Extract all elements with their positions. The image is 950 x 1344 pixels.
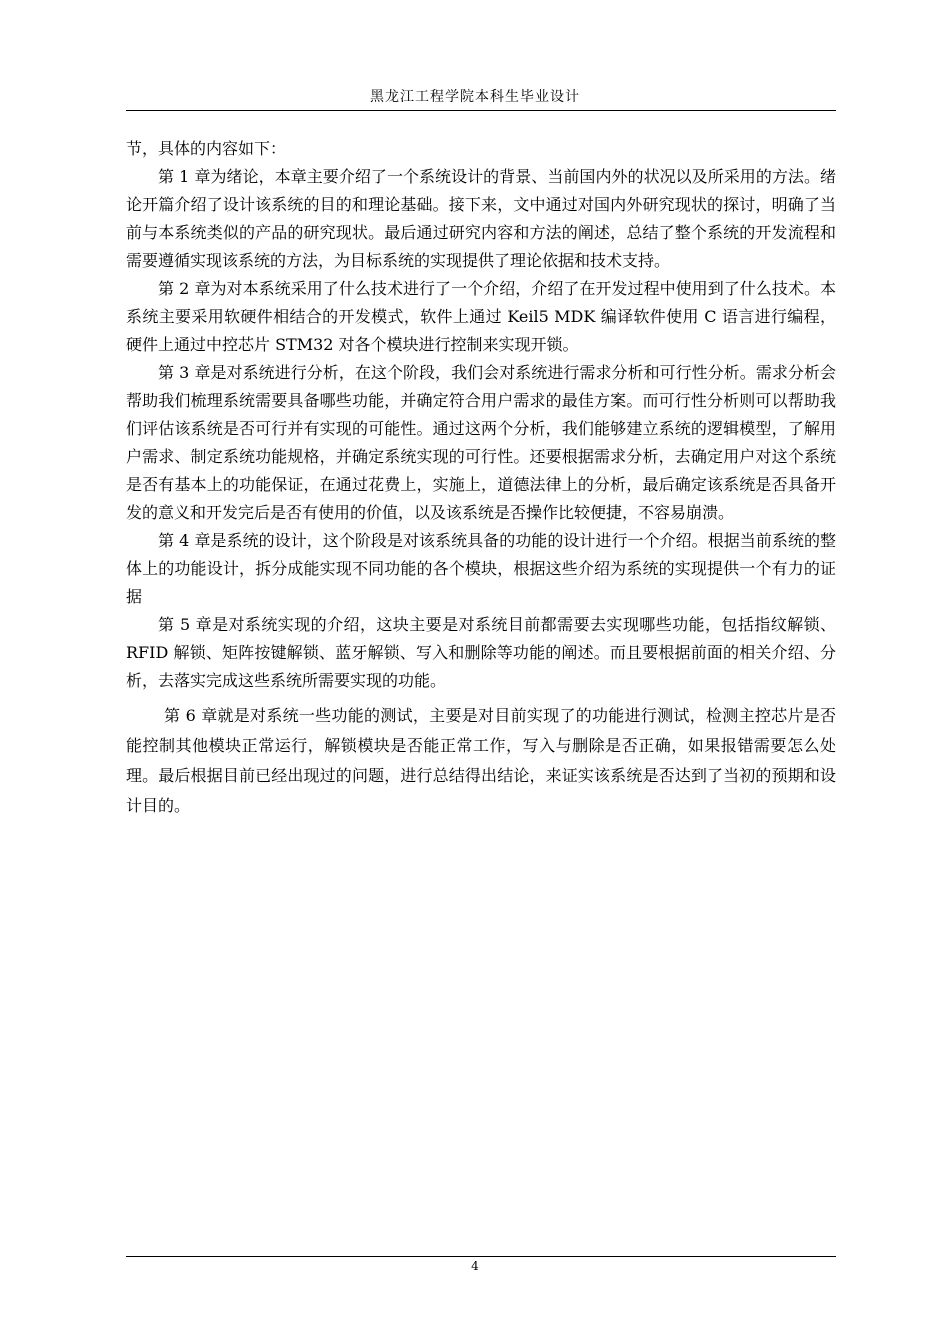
page-number: 4 [471,1259,479,1273]
paragraph-continuation: 节，具体的内容如下： [126,139,287,158]
paragraph-chapter-1: 第 1 章为绪论，本章主要介绍了一个系统设计的背景、当前国内外的状况以及所采用的方法。绪论开篇介绍了设计该系统的目的和理论基础。接下来，文中通过对国内外研究现状的探讨，明确了当前与本系统类似的产品的研究现状。最后通过研究内容和方法的阐述，总结了整个系统的开发流程和需要遵循实现该系统的方法，为目标系统的实现提供了理论依据和技术支持。 [126,167,836,270]
paragraph-chapter-3: 第 3 章是对系统进行分析，在这个阶段，我们会对系统进行需求分析和可行性分析。需求分析会帮助我们梳理系统需要具备哪些功能，并确定符合用户需求的最佳方案。而可行性分析则可以帮助我们评估该系统是否可行并有实现的可能性。通过这两个分析，我们能够建立系统的逻辑模型，了解用户需求、制定系统功能规格，并确定系统实现的可行性。还要根据需求分析，去确定用户对这个系统是否有基本上的功能保证，在通过花费上，实施上，道德法律上的分析，最后确定该系统是否具备开发的意义和开发完后是否有使用的价值，以及该系统是否操作比较便捷，不容易崩溃。 [126,363,836,522]
body-text [126,135,836,821]
paragraph-chapter-6: 第 6 章就是对系统一些功能的测试，主要是对目前实现了的功能进行测试，检测主控芯片是否能控制其他模块正常运行，解锁模块是否能正常工作，写入与删除是否正确，如果报错需要怎么处理。最后根据目前已经出现过的问题，进行总结得出结论，来证实该系统是否达到了当初的预期和设计目的。 [126,706,836,815]
footer-divider [126,1256,836,1257]
page-header-title: 黑龙江工程学院本科生毕业设计 [370,89,580,105]
header-divider [126,110,836,111]
paragraph-chapter-4: 第 4 章是系统的设计，这个阶段是对该系统具备的功能的设计进行一个介绍。根据当前系统的整体上的功能设计，拆分成能实现不同功能的各个模块，根据这些介绍为系统的实现提供一个有力的证据 [126,531,836,606]
paragraph-chapter-5: 第 5 章是对系统实现的介绍，这块主要是对系统目前都需要去实现哪些功能，包括指纹解锁、RFID 解锁、矩阵按键解锁、蓝牙解锁、写入和删除等功能的阐述。而且要根据前面的相关介绍、分析，去落实完成这些系统所需要实现的功能。 [126,615,836,690]
paragraph-chapter-2: 第 2 章为对本系统采用了什么技术进行了一个介绍，介绍了在开发过程中使用到了什么技术。本系统主要采用软硬件相结合的开发模式，软件上通过 Keil5 MDK 编译软件使用 C 语言进行编程，硬件上通过中控芯片 STM32 对各个模块进行控制来实现开锁。 [126,279,836,354]
